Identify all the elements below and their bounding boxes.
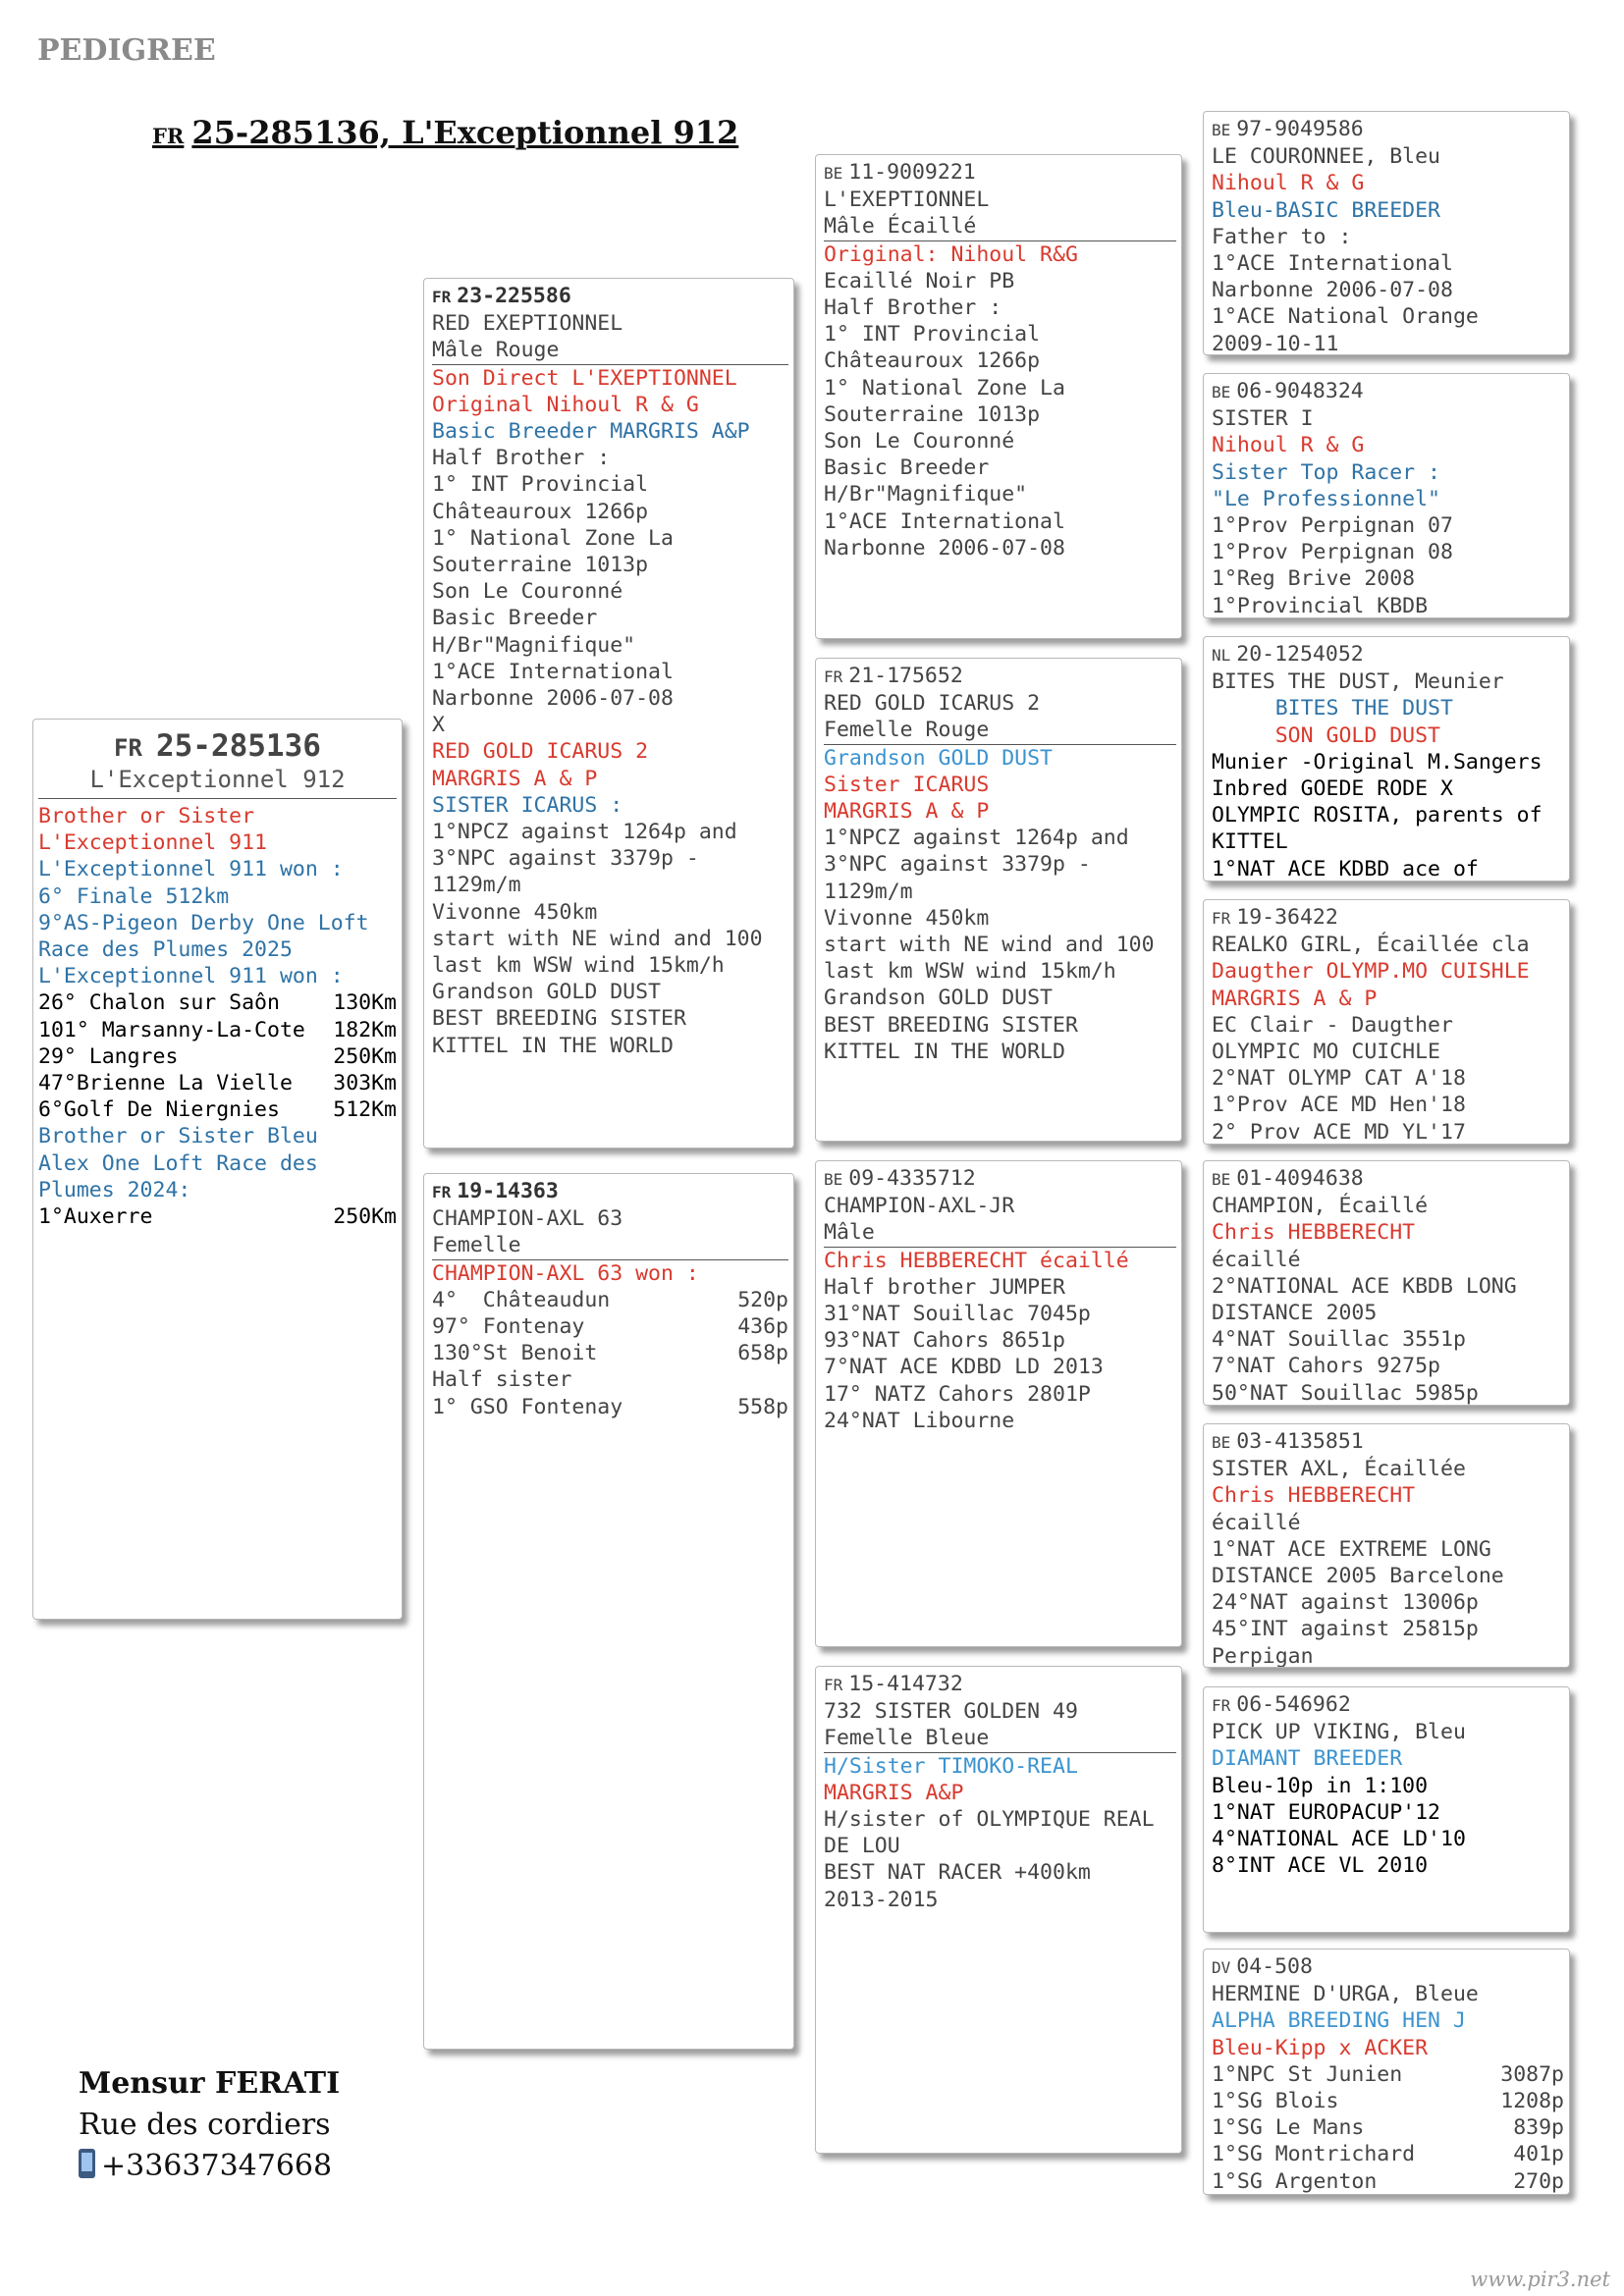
ggp-card-3: [1203, 636, 1570, 881]
pedigree-line: Chris HEBBERECHT: [1212, 1220, 1416, 1246]
line-label: 1°NPC St Junien: [1212, 2061, 1403, 2087]
ggp-lines: [1212, 1456, 1564, 1668]
pedigree-line: BEST NAT RACER +400km: [824, 1860, 1091, 1886]
pedigree-line: Sister ICARUS: [824, 772, 990, 797]
pedigree-line: Half sister: [432, 1367, 572, 1393]
pedigree-line: Souterraine 1013p: [432, 553, 649, 578]
pedigree-line: Half Brother :: [824, 295, 1002, 321]
pedigree-line: Souterraine 1013p: [824, 401, 1041, 427]
pedigree-line: 8°INT ACE VL 2010: [1212, 1853, 1429, 1879]
granddam-sire-card: [815, 658, 1182, 1142]
pedigree-line: 4°NATIONAL ACE LD'10: [1212, 1827, 1466, 1852]
pedigree-line: OLYMPIC ROSITA, parents of: [1212, 803, 1543, 828]
breeder-contact: [79, 2063, 340, 2187]
pedigree-line: Bleu-BASIC BREEDER: [1212, 197, 1440, 223]
pedigree-line: ALPHA BREEDING HEN J: [1212, 2008, 1466, 2034]
pedigree-line: DISTANCE 2005: [1212, 1301, 1378, 1326]
line-value: 520p: [737, 1287, 788, 1312]
gp_dd-lines: [824, 1698, 1176, 1913]
line-value: 303Km: [333, 1071, 397, 1096]
main-pigeon-card: [32, 719, 403, 1620]
pedigree-line: SISTER AXL, Écaillée: [1212, 1457, 1466, 1482]
pedigree-line: 6° Finale 512km: [38, 883, 230, 909]
ggp-card-2: [1203, 373, 1570, 618]
line-value: 270p: [1513, 2168, 1564, 2194]
ggp-ring-number: 97-9049586: [1236, 117, 1364, 141]
title-country: FR: [152, 124, 185, 148]
pedigree-line: HERMINE D'URGA, Bleue: [1212, 1982, 1479, 2007]
pedigree-line: Femelle Rouge: [824, 717, 1176, 744]
pedigree-line: 1° National Zone La: [432, 525, 674, 551]
line-label: 26° Chalon sur Saôn: [38, 990, 280, 1016]
sire-ring-number: 23-225586: [457, 284, 571, 308]
dam-country: FR: [432, 1183, 452, 1201]
pedigree-line: SISTER I: [1212, 406, 1314, 432]
pedigree-line: 31°NAT Souillac 7045p: [824, 1302, 1091, 1327]
pedigree-line: Bleu-Kipp x ACKER: [1212, 2035, 1429, 2060]
pedigree-line: 1° National Zone La: [824, 375, 1065, 400]
pedigree-line: DE LOU: [824, 1834, 900, 1859]
pedigree-line: 1° INT Provincial: [824, 322, 1041, 347]
pedigree-line: 17° NATZ Cahors 2801P: [824, 1381, 1091, 1407]
pedigree-line: Son Direct L'EXEPTIONNEL: [432, 365, 737, 391]
ggp-ring: [1212, 904, 1564, 932]
ggp-ring-number: 04-508: [1236, 1954, 1313, 1979]
pedigree-line: MARGRIS A&P: [824, 1780, 964, 1805]
pedigree-line: 1°Reg Brive 2008: [1212, 566, 1416, 592]
line-label: 6°Golf De Niergnies: [38, 1097, 280, 1123]
line-value: 839p: [1513, 2115, 1564, 2141]
main-pigeon-header: [38, 723, 397, 799]
pedigree-line: 9°AS-Pigeon Derby One Loft: [38, 910, 369, 935]
gp_dd-ring-number: 15-414732: [848, 1672, 963, 1696]
dam-card: [423, 1173, 794, 2050]
gp_ss-ring: [824, 159, 1176, 187]
line-label: 1°SG Montrichard: [1212, 2142, 1416, 2167]
breeder-phone-row: [79, 2146, 340, 2187]
ggp-card-4: [1203, 899, 1570, 1145]
pedigree-line: 1129m/m: [432, 873, 521, 898]
pedigree-line: KITTEL IN THE WORLD: [432, 1033, 674, 1058]
ggp-ring: [1212, 116, 1564, 143]
ggp-ring: [1212, 641, 1564, 668]
pedigree-line: REALKO GIRL, Écaillée cla: [1212, 933, 1530, 958]
pedigree-line: 1°NAT ACE KDBD ace of: [1212, 856, 1479, 881]
page-title: [152, 114, 738, 151]
pedigree-line: Vivonne 450km: [432, 899, 598, 925]
pedigree-line: Alex One Loft Race des: [38, 1150, 318, 1176]
line-label: 97° Fontenay: [432, 1314, 585, 1340]
pedigree-line: 3°NPC against 3379p -: [432, 846, 699, 872]
gp_sd-lines: [824, 690, 1176, 1065]
grandsire-dam-card: [815, 1160, 1182, 1647]
pedigree-line: MARGRIS A & P: [1212, 986, 1378, 1011]
pedigree-line: Grandson GOLD DUST: [432, 980, 661, 1005]
gp_sd-ring: [824, 663, 1176, 690]
pedigree-line: [1212, 2088, 1564, 2114]
line-label: 101° Marsanny-La-Cote: [38, 1017, 305, 1042]
pedigree-line: Sister Top Racer :: [1212, 459, 1440, 485]
pedigree-line: RED GOLD ICARUS 2: [432, 739, 649, 765]
ggp-ring: [1212, 1691, 1564, 1719]
line-value: 436p: [737, 1314, 788, 1340]
pedigree-line: SISTER ICARUS :: [432, 792, 623, 818]
gp_ss-ring-number: 11-9009221: [848, 160, 976, 185]
pedigree-line: "Le Professionnel": [1212, 486, 1440, 511]
pedigree-line: 2° Prov ACE MD YL'17: [1212, 1119, 1466, 1145]
pedigree-line: Basic Breeder: [824, 455, 990, 481]
pedigree-line: Chris HEBBERECHT: [1212, 1483, 1416, 1509]
pedigree-line: [1212, 2061, 1564, 2088]
pedigree-line: L'Exceptionnel 911: [38, 830, 267, 856]
pedigree-line: [432, 1287, 788, 1313]
pedigree-line: 1°ACE International: [1212, 251, 1453, 277]
pedigree-line: 3°NPC against 3379p -: [824, 852, 1091, 878]
pedigree-line: Châteauroux 1266p: [824, 348, 1041, 374]
pedigree-line: OLYMPIC MO CUICHLE: [1212, 1040, 1440, 1065]
pedigree-line: KITTEL IN THE WORLD: [824, 1039, 1065, 1064]
pedigree-line: 1°ACE National Orange: [1212, 304, 1479, 330]
pedigree-line: [38, 1043, 397, 1070]
main-country: FR: [114, 734, 142, 762]
ggp-ring: [1212, 1953, 1564, 1981]
pedigree-line: Basic Breeder MARGRIS A&P: [432, 419, 750, 445]
dam-ring-number: 19-14363: [457, 1179, 559, 1203]
ggp-lines: [1212, 1981, 1564, 2195]
ggp-ring-number: 03-4135851: [1236, 1429, 1364, 1454]
pedigree-line: 1°Prov Perpignan 07: [1212, 513, 1453, 539]
pedigree-line: Ecaillé Noir PB: [824, 268, 1015, 294]
pedigree-line: SON GOLD DUST: [1212, 722, 1440, 748]
pedigree-line: BITES THE DUST, Meunier: [1212, 669, 1504, 695]
line-label: 1°SG Le Mans: [1212, 2115, 1365, 2141]
pedigree-line: Nihoul R & G: [1212, 433, 1365, 458]
pedigree-line: 4°NAT Souillac 3551p: [1212, 1327, 1466, 1353]
pedigree-line: 7°NAT Cahors 9275p: [1212, 1354, 1440, 1379]
gp_sd-ring-number: 21-175652: [848, 664, 963, 688]
pedigree-line: MARGRIS A & P: [824, 799, 990, 825]
main-ring: [38, 729, 397, 765]
ggp-country: FR: [1212, 1696, 1231, 1715]
breeder-address: Rue des cordiers: [79, 2108, 331, 2142]
ggp-ring-number: 06-546962: [1236, 1692, 1351, 1717]
pedigree-line: L'EXEPTIONNEL: [824, 187, 990, 213]
pedigree-line: [38, 1017, 397, 1043]
pedigree-line: L'Exceptionnel 911 won :: [38, 857, 344, 882]
pedigree-line: H/Sister TIMOKO-REAL: [824, 1753, 1078, 1779]
pedigree-line: CHAMPION, Écaillé: [1212, 1194, 1429, 1219]
ggp-card-7: [1203, 1686, 1570, 1933]
pedigree-line: Chris HEBBERECHT écaillé: [824, 1248, 1129, 1273]
pedigree-line: 1° INT Provincial: [432, 472, 649, 498]
pedigree-line: MARGRIS A & P: [432, 766, 598, 791]
pedigree-line: [1212, 2114, 1564, 2141]
pedigree-line: 1129m/m: [824, 879, 913, 904]
pedigree-line: 1°ACE International: [824, 508, 1065, 534]
ggp-lines: [1212, 143, 1564, 355]
pedigree-line: [432, 1313, 788, 1340]
line-label: 29° Langres: [38, 1043, 179, 1069]
line-label: 1°SG Argenton: [1212, 2168, 1378, 2194]
pedigree-line: 2°NATIONAL ACE KBDB LONG: [1212, 1273, 1517, 1299]
pedigree-line: [38, 1203, 397, 1230]
pedigree-line: last km WSW wind 15km/h: [824, 959, 1116, 985]
pedigree-line: Inbred GOEDE RODE X: [1212, 776, 1453, 802]
pedigree-line: 732 SISTER GOLDEN 49: [824, 1699, 1078, 1725]
pedigree-line: H/Br"Magnifique": [432, 632, 636, 658]
pedigree-line: Brother or Sister Bleu: [38, 1124, 318, 1149]
ggp-country: NL: [1212, 646, 1231, 665]
sire-country: FR: [432, 288, 452, 306]
pedigree-line: DIAMANT BREEDER: [1212, 1746, 1403, 1772]
pedigree-line: Narbonne 2006-07-08: [432, 686, 674, 712]
pedigree-line: CHAMPION-AXL 63 won :: [432, 1260, 699, 1286]
breeder-name: Mensur FERATI: [79, 2066, 341, 2101]
pedigree-line: Nihoul R & G: [1212, 171, 1365, 196]
gp_dd-ring: [824, 1671, 1176, 1698]
ggp-country: BE: [1212, 1433, 1231, 1452]
pedigree-line: L'Exceptionnel 911 won :: [38, 964, 344, 989]
pedigree-line: 1°Prov Perpignan 08: [1212, 540, 1453, 565]
pedigree-line: 50°NAT Souillac 5985p: [1212, 1380, 1479, 1406]
ggp-card-8: [1203, 1949, 1570, 2195]
pedigree-line: Perpigan: [1212, 1643, 1314, 1668]
pedigree-line: [1212, 2141, 1564, 2167]
line-value: 658p: [737, 1341, 788, 1366]
sire-ring: [432, 283, 788, 310]
ggp-lines: [1212, 405, 1564, 618]
pedigree-line: RED EXEPTIONNEL: [432, 311, 623, 337]
pedigree-line: Femelle Bleue: [824, 1725, 1176, 1752]
pedigree-line: Basic Breeder: [432, 606, 598, 631]
line-value: 1208p: [1500, 2089, 1564, 2114]
pedigree-line: Narbonne 2006-07-08: [824, 535, 1065, 561]
pedigree-line: [432, 1394, 788, 1420]
pedigree-line: écaillé: [1212, 1510, 1301, 1535]
ggp-ring-number: 19-36422: [1236, 905, 1338, 930]
main-name: L'Exceptionnel 912: [38, 765, 397, 799]
pedigree-line: Plumes 2024:: [38, 1177, 191, 1202]
line-value: 401p: [1513, 2142, 1564, 2167]
ggp-ring-number: 01-4094638: [1236, 1166, 1364, 1191]
pedigree-line: [1212, 2168, 1564, 2195]
ggp-country: BE: [1212, 1170, 1231, 1189]
pedigree-line: X: [432, 713, 445, 738]
pedigree-line: Munier -Original M.Sangers: [1212, 749, 1543, 774]
pedigree-line: 2009-10-11: [1212, 331, 1339, 355]
ggp-country: DV: [1212, 1958, 1231, 1977]
pedigree-line: Mâle Écaillé: [824, 213, 1176, 240]
pedigree-line: 1°NAT EUROPACUP'12: [1212, 1799, 1440, 1825]
pedigree-line: écaillé: [1212, 1247, 1301, 1272]
ggp-card-1: [1203, 111, 1570, 355]
gp_sd-country: FR: [824, 667, 843, 686]
pedigree-line: Race des Plumes 2025: [38, 937, 293, 963]
main-ring-number: 25-285136: [155, 728, 321, 764]
pedigree-line: 7°NAT ACE KDBD LD 2013: [824, 1355, 1104, 1380]
pedigree-line: [432, 1340, 788, 1366]
pedigree-line: Châteauroux 1266p: [432, 499, 649, 524]
phone-icon: [79, 2149, 95, 2178]
line-label: 1° GSO Fontenay: [432, 1394, 623, 1419]
line-value: 558p: [737, 1394, 788, 1419]
sire-card: [423, 278, 794, 1148]
gp_ds-ring-number: 09-4335712: [848, 1166, 976, 1191]
pedigree-line: Mâle Rouge: [432, 337, 788, 364]
pedigree-line: H/Br"Magnifique": [824, 482, 1028, 507]
pedigree-line: 1°NPCZ against 1264p and: [432, 820, 737, 845]
pedigree-line: [38, 989, 397, 1016]
pedigree-line: 24°NAT Libourne: [824, 1408, 1015, 1433]
gp_ds-lines: [824, 1193, 1176, 1434]
ggp-ring-number: 20-1254052: [1236, 642, 1364, 667]
pedigree-line: 1°Provincial KBDB: [1212, 593, 1429, 618]
pedigree-line: PICK UP VIKING, Bleu: [1212, 1720, 1466, 1745]
pedigree-line: start with NE wind and 100: [432, 926, 763, 951]
line-label: 130°St Benoit: [432, 1341, 598, 1366]
pedigree-line: Original Nihoul R & G: [432, 392, 699, 417]
pedigree-line: 93°NAT Cahors 8651p: [824, 1328, 1065, 1354]
line-value: 3087p: [1500, 2061, 1564, 2087]
pedigree-line: Narbonne 2006-07-08: [1212, 278, 1453, 303]
main-lines: [38, 803, 397, 1230]
ggp-ring: [1212, 378, 1564, 405]
line-value: 512Km: [333, 1097, 397, 1123]
pedigree-line: 45°INT against 25815p: [1212, 1617, 1479, 1642]
pedigree-line: Grandson GOLD DUST: [824, 745, 1053, 771]
pedigree-line: [38, 1070, 397, 1096]
pedigree-line: Original: Nihoul R&G: [824, 241, 1078, 267]
pedigree-line: BEST BREEDING SISTER: [432, 1006, 686, 1032]
pedigree-line: Brother or Sister: [38, 804, 255, 828]
ggp-ring: [1212, 1428, 1564, 1456]
pedigree-line: KITTEL: [1212, 829, 1288, 855]
ggp-lines: [1212, 668, 1564, 881]
ggp-lines: [1212, 1719, 1564, 1879]
pedigree-line: Grandson GOLD DUST: [824, 986, 1053, 1011]
ggp-ring-number: 06-9048324: [1236, 379, 1364, 403]
ggp-card-5: [1203, 1160, 1570, 1406]
pedigree-line: Half brother JUMPER: [824, 1274, 1065, 1300]
pedigree-line: [38, 1096, 397, 1123]
sire-lines: [432, 310, 788, 1059]
gp_ss-lines: [824, 187, 1176, 561]
pedigree-line: Father to :: [1212, 224, 1352, 249]
pedigree-line: 2013-2015: [824, 1887, 939, 1912]
pedigree-line: Vivonne 450km: [824, 905, 990, 931]
breeder-phone: +33637347668: [101, 2149, 333, 2183]
title-text: 25-285136, L'Exceptionnel 912: [191, 114, 739, 151]
pedigree-line: 1°ACE International: [432, 659, 674, 684]
dam-lines: [432, 1205, 788, 1420]
pedigree-line: Son Le Couronné: [824, 429, 1015, 454]
pedigree-line: start with NE wind and 100: [824, 933, 1155, 958]
pedigree-line: RED GOLD ICARUS 2: [824, 691, 1041, 717]
pedigree-line: last km WSW wind 15km/h: [432, 953, 725, 979]
pedigree-line: 2°NAT OLYMP CAT A'18: [1212, 1066, 1466, 1092]
pedigree-line: Daugther OLYMP.MO CUISHLE: [1212, 959, 1530, 985]
pedigree-line: 1°NPCZ against 1264p and: [824, 826, 1129, 851]
line-label: 1°Auxerre: [38, 1204, 153, 1230]
line-value: 250Km: [333, 1043, 397, 1069]
ggp-lines: [1212, 932, 1564, 1145]
ggp-country: FR: [1212, 909, 1231, 928]
line-label: 47°Brienne La Vielle: [38, 1071, 293, 1096]
ggp-lines: [1212, 1193, 1564, 1406]
pedigree-line: Bleu-10p in 1:100: [1212, 1773, 1429, 1798]
pedigree-line: Femelle: [432, 1232, 788, 1259]
pedigree-line: 1°NAT ACE EXTREME LONG: [1212, 1536, 1491, 1562]
pedigree-line: CHAMPION-AXL-JR: [824, 1194, 1015, 1219]
ggp-card-6: [1203, 1423, 1570, 1668]
pedigree-line: H/sister of OLYMPIQUE REAL: [824, 1807, 1155, 1833]
dam-ring: [432, 1178, 788, 1205]
pedigree-line: DISTANCE 2005 Barcelone: [1212, 1564, 1504, 1589]
line-label: 4° Châteaudun: [432, 1287, 611, 1312]
pedigree-line: CHAMPION-AXL 63: [432, 1206, 623, 1232]
ggp-ring: [1212, 1165, 1564, 1193]
pedigree-line: 1°Prov ACE MD Hen'18: [1212, 1093, 1466, 1118]
line-value: 182Km: [333, 1017, 397, 1042]
ggp-country: BE: [1212, 383, 1231, 401]
pedigree-line: Half Brother :: [432, 446, 611, 471]
gp_ds-country: BE: [824, 1170, 843, 1189]
gp_ss-country: BE: [824, 164, 843, 183]
pedigree-line: BEST BREEDING SISTER: [824, 1012, 1078, 1038]
gp_dd-country: FR: [824, 1676, 843, 1694]
line-value: 250Km: [333, 1204, 397, 1230]
gp_ds-ring: [824, 1165, 1176, 1193]
pedigree-line: EC Clair - Daugther: [1212, 1012, 1453, 1038]
page-header: PEDIGREE: [37, 33, 216, 68]
pedigree-line: LE COURONNEE, Bleu: [1212, 144, 1440, 170]
line-value: 130Km: [333, 990, 397, 1016]
line-label: 1°SG Blois: [1212, 2089, 1339, 2114]
pedigree-line: BITES THE DUST: [1212, 696, 1453, 721]
pedigree-line: 24°NAT against 13006p: [1212, 1590, 1479, 1616]
grandsire-sire-card: [815, 154, 1182, 639]
watermark: www.pir3.net: [1470, 2268, 1610, 2291]
ggp-country: BE: [1212, 121, 1231, 139]
granddam-dam-card: [815, 1666, 1182, 2154]
pedigree-line: Son Le Couronné: [432, 579, 623, 605]
pedigree-line: Mâle: [824, 1219, 1176, 1247]
